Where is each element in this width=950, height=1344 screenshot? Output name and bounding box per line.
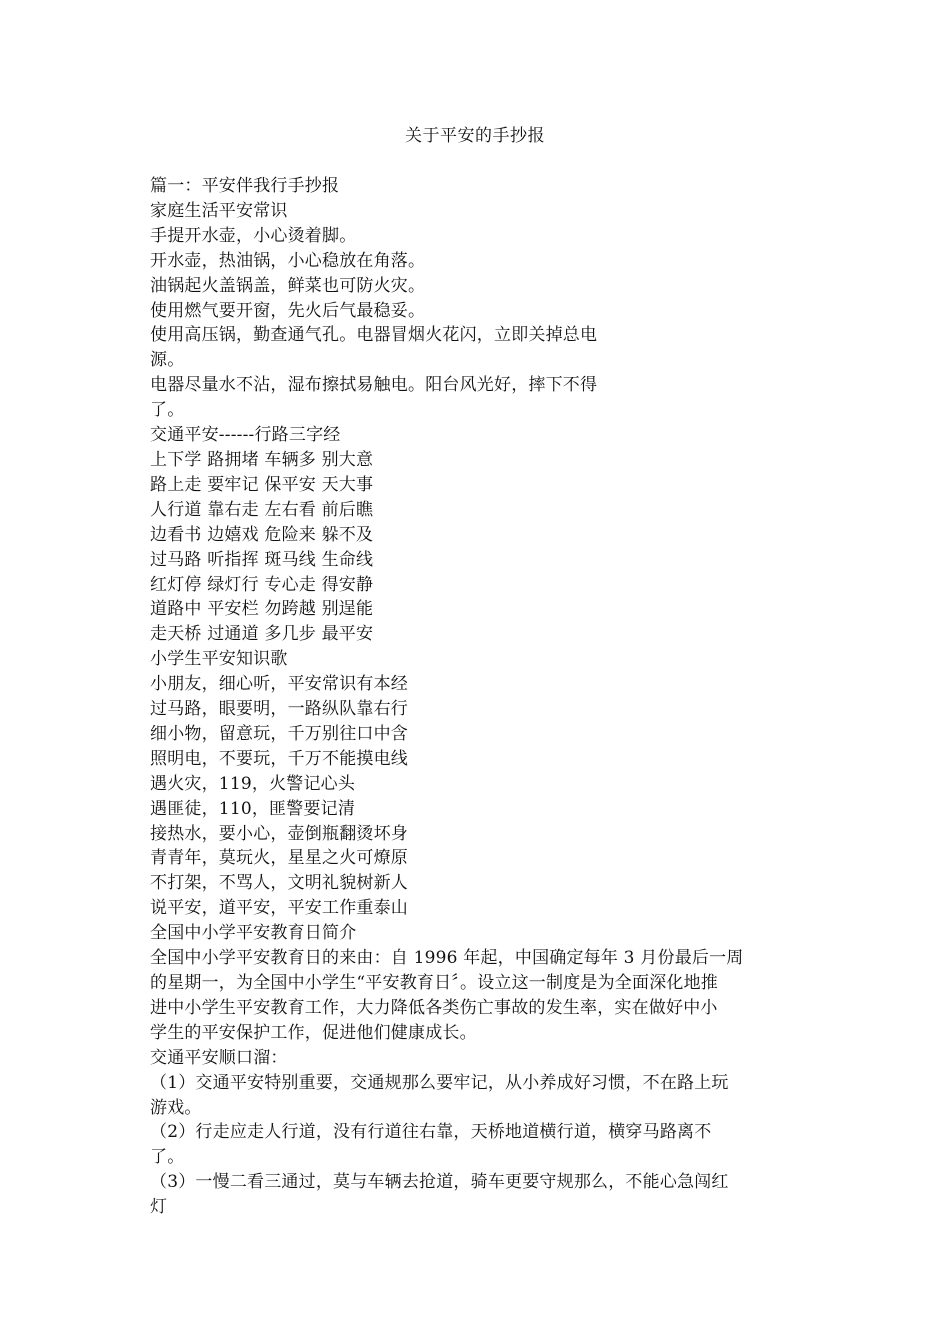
- text-line: 不打架，不骂人，文明礼貌树新人: [150, 873, 408, 894]
- text-line: 使用燃气要开窗，先火后气最稳妥。: [150, 300, 426, 321]
- document-title: 关于平安的手抄报: [405, 126, 545, 146]
- text-line: 路上走 要牢记 保平安 天大事: [150, 474, 374, 495]
- text-line: 走天桥 过通道 多几步 最平安: [150, 624, 374, 645]
- text-line: 了。: [150, 1147, 185, 1168]
- text-line: 了。: [150, 400, 185, 421]
- text-line: 细小物，留意玩，千万别往口中含: [150, 723, 408, 744]
- text-line: （2）行走应走人行道，没有行道往右靠，天桥地道横行道，横穿马路离不: [150, 1122, 712, 1143]
- text-line: 遇火灾，119，火警记心头: [150, 773, 356, 794]
- text-line: 过马路 听指挥 斑马线 生命线: [150, 549, 374, 570]
- text-line: 照明电，不要玩，千万不能摸电线: [150, 748, 408, 769]
- text-line: 人行道 靠右走 左右看 前后瞧: [150, 499, 374, 520]
- text-line: 遇匪徒，110，匪警要记清: [150, 798, 356, 819]
- text-line: 进中小学生平安教育工作，大力降低各类伤亡事故的发生率，实在做好中小: [150, 997, 718, 1018]
- text-line: 小学生平安知识歌: [150, 649, 288, 670]
- text-line: 上下学 路拥堵 车辆多 别大意: [150, 449, 374, 470]
- text-line: 全国中小学平安教育日的来由：自 1996 年起，中国确定每年 3 月份最后一周: [150, 948, 744, 969]
- text-line: 手提开水壶，小心烫着脚。: [150, 225, 357, 246]
- text-line: 电器尽量水不沾，湿布擦拭易触电。阳台风光好，摔下不得: [150, 375, 598, 396]
- text-line: 源。: [150, 350, 185, 371]
- text-line: 使用高压锅，勤查通气孔。电器冒烟火花闪，立即关掉总电: [150, 325, 598, 346]
- text-line: 边看书 边嬉戏 危险来 躲不及: [150, 524, 374, 545]
- text-line: （1）交通平安特别重要，交通规那么要牢记，从小养成好习惯，不在路上玩: [150, 1072, 729, 1093]
- text-line: 灯: [150, 1197, 168, 1218]
- text-line: 道路中 平安栏 勿跨越 别逞能: [150, 599, 374, 620]
- text-line: 家庭生活平安常识: [150, 200, 288, 221]
- text-line: 油锅起火盖锅盖，鲜菜也可防火灾。: [150, 275, 426, 296]
- text-line: 全国中小学平安教育日简介: [150, 923, 357, 944]
- text-line: 交通平安------行路三字经: [150, 425, 341, 446]
- text-line: 说平安，道平安，平安工作重泰山: [150, 898, 408, 919]
- text-line: 小朋友，细心听，平安常识有本经: [150, 674, 408, 695]
- text-line: 青青年，莫玩火，星星之火可燎原: [150, 848, 408, 869]
- text-line: 交通平安顺口溜：: [150, 1047, 288, 1068]
- text-line: 篇一：平安伴我行手抄报: [150, 176, 340, 196]
- text-line: 红灯停 绿灯行 专心走 得安静: [150, 574, 374, 595]
- text-line: 游戏。: [150, 1097, 202, 1118]
- text-line: （3）一慢二看三通过，莫与车辆去抢道，骑车更要守规那么，不能心急闯红: [150, 1172, 729, 1193]
- text-line: 开水壶，热油锅，小心稳放在角落。: [150, 250, 426, 271]
- document-body: [150, 174, 800, 1220]
- text-line: 过马路，眼要明，一路纵队靠右行: [150, 699, 408, 720]
- text-line: 的星期一，为全国中小学生“平安教育日〞。设立这一制度是为全面深化地推: [150, 973, 718, 993]
- text-line: 学生的平安保护工作，促进他们健康成长。: [150, 1022, 477, 1043]
- text-line: 接热水，要小心，壶倒瓶翻烫坏身: [150, 823, 408, 844]
